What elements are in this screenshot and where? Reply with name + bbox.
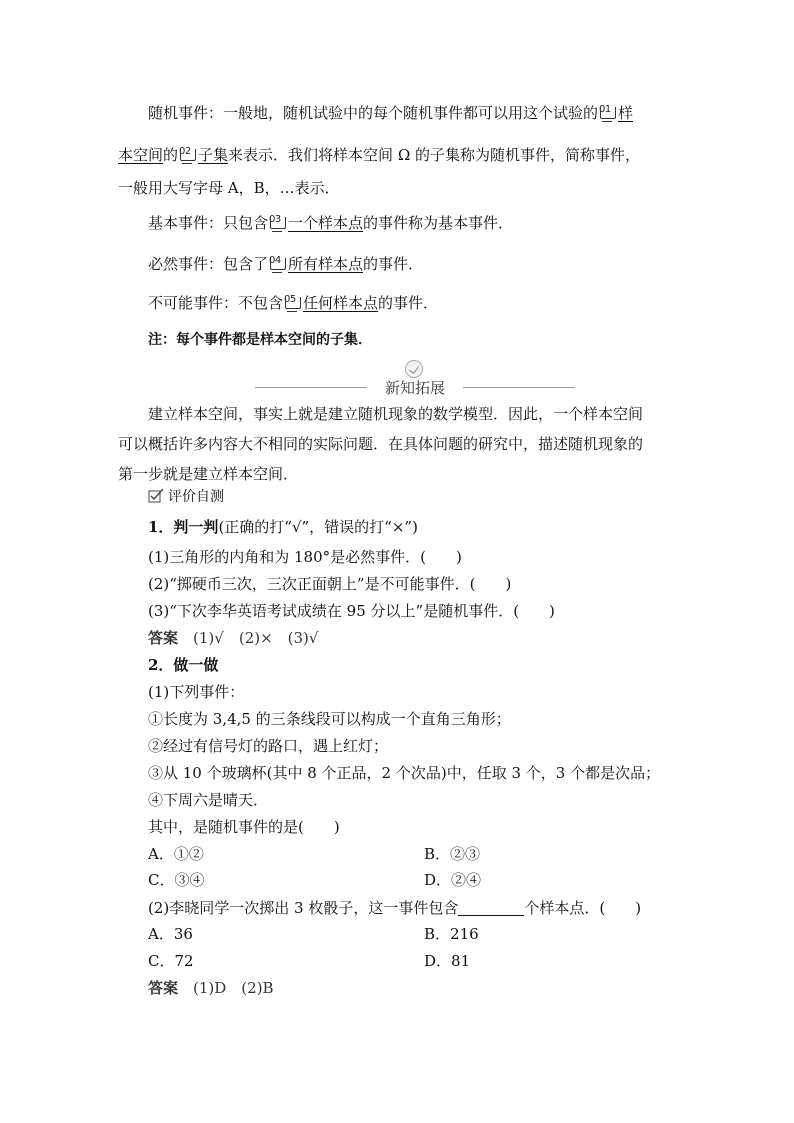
q2-answer: 答案 (1)D (2)B — [148, 979, 274, 997]
blank-marker-02: 02 — [179, 146, 197, 162]
q2-sub1-option-c: C．③④ — [148, 871, 205, 889]
q2-sub1-intro: (1)下列事件： — [148, 683, 245, 701]
q2-sub2-question: (2)李晓同学一次掷出 3 枚骰子，这一事件包含 个样本点．( ) — [148, 899, 642, 917]
q1-heading: 1．判一判(正确的打“√”，错误的打“×”) — [148, 518, 418, 536]
q2-heading: 2．做一做 — [148, 656, 219, 674]
q2-sub1-option-b: B．②③ — [424, 845, 481, 863]
def-impossible: 不可能事件：不包含 05 任何样本点的事件． — [148, 294, 439, 312]
q2-event-4: ④下周六是晴天． — [148, 791, 269, 809]
section-title: 新知拓展 — [384, 379, 445, 397]
term-one-sample-point: 一个样本点 — [288, 214, 364, 232]
check-badge-icon — [405, 360, 423, 378]
q2-sub1-option-a: A．①② — [148, 845, 204, 863]
q2-sub2-option-d: D．81 — [424, 952, 471, 970]
def-random-line1: 随机事件：一般地，随机试验中的每个随机事件都可以用这个试验的 01 样 — [148, 104, 634, 122]
fill-blank — [458, 899, 524, 916]
section-divider — [255, 360, 575, 400]
q2-event-2: ②经过有信号灯的路口，遇上红灯； — [148, 737, 389, 755]
blank-marker-04: 04 — [269, 255, 287, 271]
note: 注：每个事件都是样本空间的子集． — [148, 332, 372, 348]
def-random-line3: 一般用大写字母 A，B，…表示． — [118, 179, 340, 197]
q1-item-2: (2)“掷硬币三次，三次正面朝上”是不可能事件．( ) — [148, 575, 512, 593]
blank-marker-03: 03 — [269, 214, 287, 230]
expand-line3: 第一步就是建立样本空间． — [118, 465, 299, 483]
q2-sub1-option-d: D．②④ — [424, 871, 482, 889]
edit-check-icon — [148, 488, 164, 504]
q2-event-3: ③从 10 个玻璃杯(其中 8 个正品，2 个次品)中，任取 3 个，3 个都是次品； — [148, 764, 661, 782]
q2-sub2-option-c: C．72 — [148, 952, 194, 970]
q1-answer: 答案 (1)√ (2)× (3)√ — [148, 629, 319, 647]
term-sample-space-b: 本空间 — [118, 146, 164, 164]
q1-item-1: (1)三角形的内角和为 180°是必然事件．( ) — [148, 548, 462, 566]
expand-line1: 建立样本空间，事实上就是建立随机现象的数学模型．因此，一个样本空间 — [148, 405, 644, 423]
q2-sub1-question: 其中，是随机事件的是( ) — [148, 818, 340, 836]
q2-event-1: ①长度为 3,4,5 的三条线段可以构成一个直角三角形； — [148, 710, 511, 728]
expand-line2: 可以概括许多内容大不相同的实际问题．在具体问题的研究中，描述随机现象的 — [118, 435, 644, 453]
def-certain: 必然事件：包含了 04 所有样本点的事件． — [148, 255, 424, 273]
term-subset: 子集 — [198, 146, 229, 164]
term-sample-space-a: 样 — [618, 104, 634, 122]
def-random-line2: 本空间的 02 子集来表示．我们将样本空间 Ω 的子集称为随机事件，简称事件， — [118, 146, 641, 164]
term-no-sample-point: 任何样本点 — [303, 294, 379, 312]
blank-marker-01: 01 — [599, 104, 617, 120]
term-all-sample-points: 所有样本点 — [288, 255, 364, 273]
self-test-heading: 评价自测 — [148, 482, 710, 512]
q1-item-3: (3)“下次李华英语考试成绩在 95 分以上”是随机事件．( ) — [148, 602, 555, 620]
q2-sub2-option-b: B．216 — [424, 925, 479, 943]
q2-sub2-option-a: A．36 — [148, 925, 193, 943]
blank-marker-05: 05 — [284, 294, 302, 310]
def-basic: 基本事件：只包含 03 一个样本点的事件称为基本事件． — [148, 214, 514, 232]
